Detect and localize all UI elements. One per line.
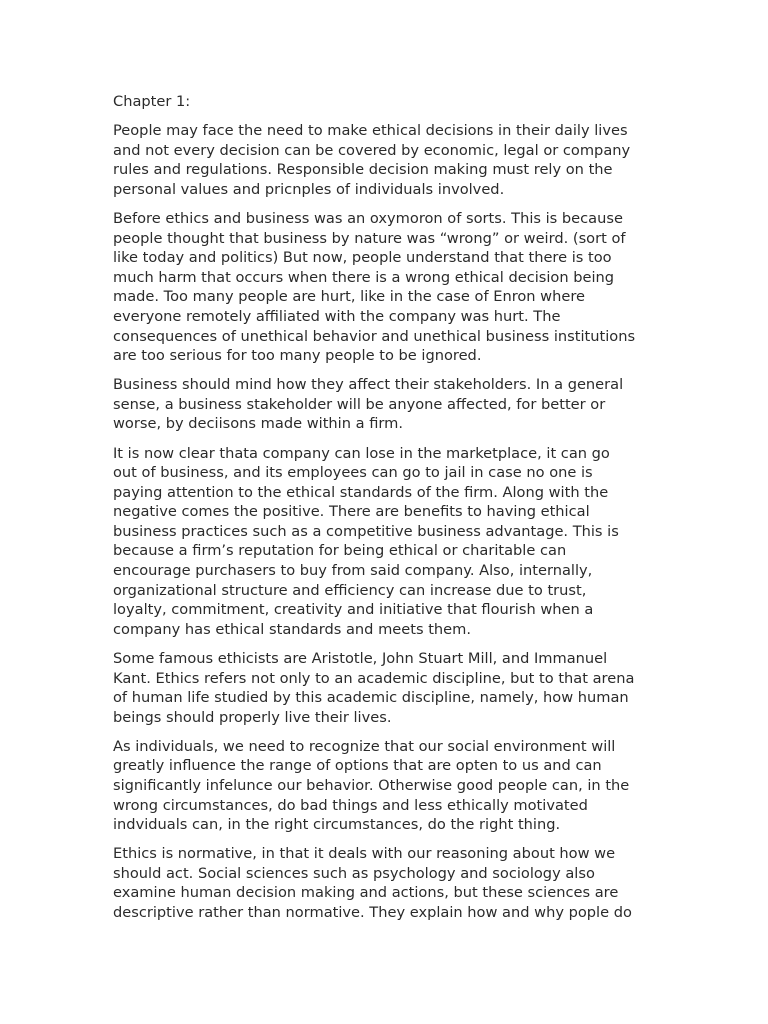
paragraph-line: business practices such as a competitive business advantage. This is — [113, 522, 619, 540]
paragraph-line: Business should mind how they affect their stakeholders. In a general — [113, 376, 624, 394]
paragraph-line: sense, a business stakeholder will be anyone affected, for better or — [113, 395, 606, 413]
paragraph-line: made. Too many people are hurt, like in the case of Enron where — [113, 288, 586, 306]
paragraph-line: are too serious for too many people to be ignored. — [113, 347, 482, 365]
paragraph-list — [113, 121, 661, 923]
paragraph-line: significantly infelunce our behavior. Otherwise good people can, in the — [113, 777, 630, 794]
paragraph-line: consequences of unethical behavior and unethical business institutions — [113, 327, 636, 345]
paragraph-line: company has ethical standards and meets them. — [113, 620, 472, 638]
paragraph-line: personal values and pricnples of individuals involved. — [113, 180, 505, 198]
paragraph-line: out of business, and its employees can go to jail in case no one is — [113, 464, 593, 482]
paragraph-line: negative comes the positive. There are benefits to having ethical — [113, 503, 590, 521]
paragraph-line: loyalty, commitment, creativity and initiative that flourish when a — [113, 601, 594, 619]
body-paragraph — [113, 121, 661, 199]
body-paragraph — [113, 844, 661, 922]
paragraph-line: of human life studied by this academic discipline, namely, how human — [113, 689, 629, 707]
paragraph-line: paying attention to the ethical standards of the firm. Along with the — [113, 483, 609, 501]
paragraph-line: people thought that business by nature was “wrong” or weird. (sort of — [113, 229, 626, 247]
paragraph-line: Kant. Ethics refers not only to an academic discipline, but to that arena — [113, 669, 635, 687]
paragraph-line: like today and politics) But now, people understand that there is too — [113, 249, 612, 267]
paragraph-line: As individuals, we need to recognize that our social environment will — [113, 737, 616, 755]
body-paragraph — [113, 444, 661, 640]
paragraph-line: much harm that occurs when there is a wrong ethical decision being — [113, 268, 615, 286]
chapter-heading-text: Chapter 1: — [113, 93, 191, 110]
paragraph-line: indviduals can, in the right circumstances, do the right thing. — [113, 816, 561, 834]
paragraph-line: wrong circumstances, do bad things and less ethically motivated — [113, 796, 588, 814]
paragraph-line: encourage purchasers to buy from said company. Also, internally, — [113, 562, 593, 580]
paragraph-line: everyone remotely affiliated with the company was hurt. The — [113, 307, 561, 325]
paragraph-line: descriptive rather than normative. They explain how and why pople do — [113, 904, 632, 922]
paragraph-line: because a firm’s reputation for being ethical or charitable can — [113, 542, 567, 560]
body-paragraph — [113, 737, 661, 835]
paragraph-line: Ethics is normative, in that it deals with our reasoning about how we — [113, 845, 616, 863]
paragraph-line: It is now clear thata company can lose in the marketplace, it can go — [113, 444, 610, 462]
body-paragraph — [113, 649, 661, 727]
chapter-heading — [113, 92, 661, 112]
paragraph-line: People may face the need to make ethical decisions in their daily lives — [113, 122, 628, 140]
paragraph-line: organizational structure and efficiency can increase due to trust, — [113, 581, 587, 599]
paragraph-line: and not every decision can be covered by economic, legal or company — [113, 141, 631, 159]
document-body — [113, 92, 661, 932]
paragraph-line: worse, by deciisons made within a firm. — [113, 415, 403, 433]
paragraph-line: rules and regulations. Responsible decision making must rely on the — [113, 161, 613, 179]
paragraph-line: greatly influence the range of options that are opten to us and can — [113, 757, 602, 775]
paragraph-line: beings should properly live their lives. — [113, 708, 392, 726]
paragraph-line: examine human decision making and actions, but these sciences are — [113, 884, 619, 902]
body-paragraph — [113, 209, 661, 366]
paragraph-line: Some famous ethicists are Aristotle, John Stuart Mill, and Immanuel — [113, 649, 608, 667]
paragraph-line: should act. Social sciences such as psychology and sociology also — [113, 864, 595, 882]
body-paragraph — [113, 375, 661, 434]
paragraph-line: Before ethics and business was an oxymoron of sorts. This is because — [113, 209, 623, 227]
